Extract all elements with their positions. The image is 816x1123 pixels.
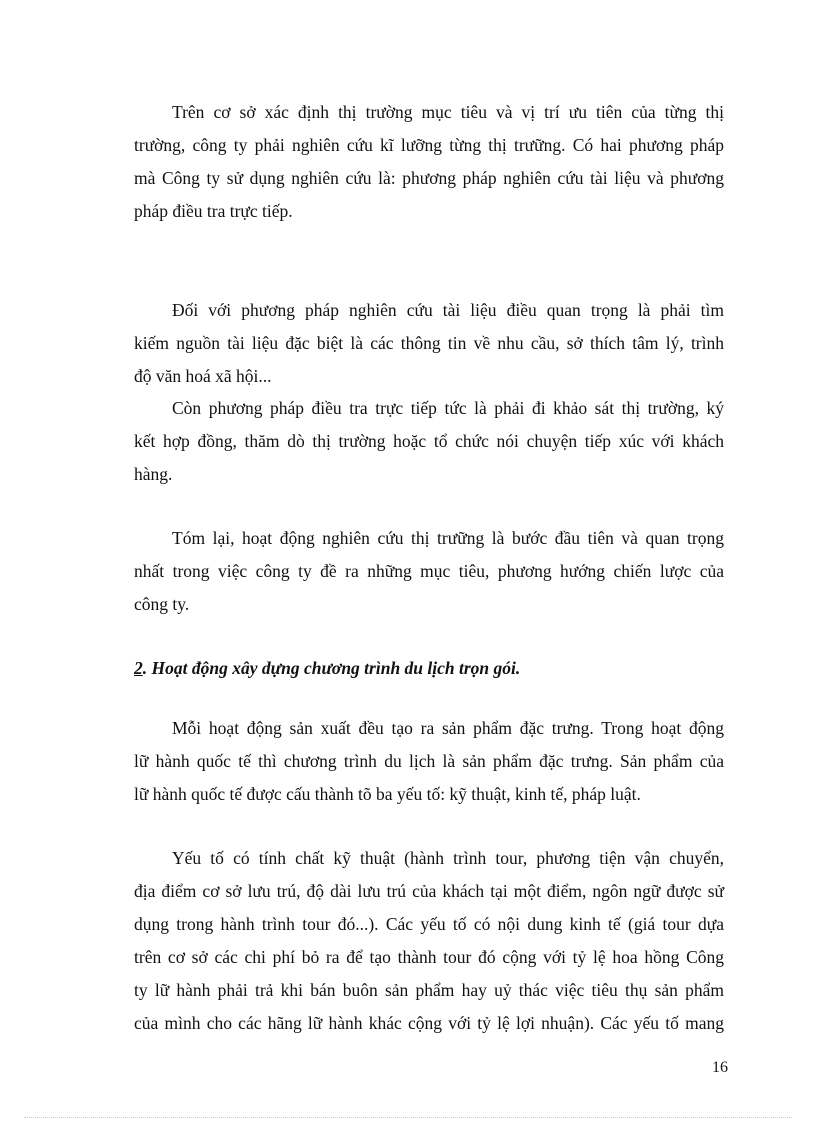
- paragraph-technical-factors: [134, 842, 724, 1040]
- paragraph-market-research: [134, 96, 724, 228]
- text-line: địa điểm cơ sở lưu trú, độ dài lưu trú của khách tại một điểm, ngôn ngữ được sử: [134, 881, 724, 901]
- page-number: 16: [712, 1059, 728, 1076]
- paragraph-tour-product: [134, 712, 724, 811]
- text-line: lữ hành quốc tế được cấu thành tõ ba yếu tố: kỹ thuật, kinh tế, pháp luật.: [134, 784, 641, 804]
- footer-divider: [24, 1117, 792, 1118]
- section-heading: [134, 652, 520, 685]
- text-line: Tóm lại, hoạt động nghiên cứu thị trưững là bước đầu tiên và quan trọng: [172, 528, 724, 548]
- text-line: kiếm nguồn tài liệu đặc biệt là các thông tin về nhu cầu, sở thích tâm lý, trình: [134, 333, 724, 353]
- text-line: Còn phương pháp điều tra trực tiếp tức là phải đi khảo sát thị trường, ký: [172, 398, 724, 418]
- text-line: độ văn hoá xã hội...: [134, 366, 272, 386]
- text-line: trên cơ sở các chi phí bỏ ra để tạo thành tour đó cộng với tỷ lệ hoa hồng Công: [134, 947, 724, 967]
- text-line: lữ hành quốc tế thì chương trình du lịch là sản phẩm đặc trưng. Sản phẩm của: [134, 751, 724, 771]
- text-line: nhất trong việc công ty đề ra những mục tiêu, phương hướng chiến lược của: [134, 561, 724, 581]
- text-line: dụng trong hành trình tour đó...). Các yếu tố có nội dung kinh tế (giá tour dựa: [134, 914, 724, 934]
- section-title: . Hoạt động xây dựng chương trình du lịch trọn gói.: [142, 658, 521, 678]
- text-line: Yếu tố có tính chất kỹ thuật (hành trình tour, phương tiện vận chuyển,: [172, 848, 724, 868]
- text-line: pháp điều tra trực tiếp.: [134, 201, 293, 221]
- text-line: Mỗi hoạt động sản xuất đều tạo ra sản phẩm đặc trưng. Trong hoạt động: [172, 718, 724, 738]
- text-line: hàng.: [134, 464, 173, 484]
- section-number: 2: [134, 658, 143, 678]
- text-line: của mình cho các hãng lữ hành khác cộng với tỷ lệ lợi nhuận). Các yếu tố mang: [134, 1013, 724, 1033]
- text-line: công ty.: [134, 594, 190, 614]
- text-line: trường, công ty phải nghiên cứu kĩ lưỡng từng thị trưững. Có hai phương pháp: [134, 135, 724, 155]
- paragraph-document-research: [134, 294, 724, 393]
- text-line: Đối với phương pháp nghiên cứu tài liệu điều quan trọng là phải tìm: [172, 300, 724, 320]
- text-line: mà Công ty sử dụng nghiên cứu là: phương pháp nghiên cứu tài liệu và phương: [134, 168, 724, 188]
- text-line: Trên cơ sở xác định thị trường mục tiêu và vị trí ưu tiên của từng thị: [172, 102, 724, 122]
- text-line: ty lữ hành phải trả khi bán buôn sản phẩm hay uỷ thác việc tiêu thụ sản phẩm: [134, 980, 724, 1000]
- paragraph-direct-survey: [134, 392, 724, 491]
- paragraph-summary: [134, 522, 724, 621]
- text-line: kết hợp đồng, thăm dò thị trường hoặc tổ chức nói chuyện tiếp xúc với khách: [134, 431, 724, 451]
